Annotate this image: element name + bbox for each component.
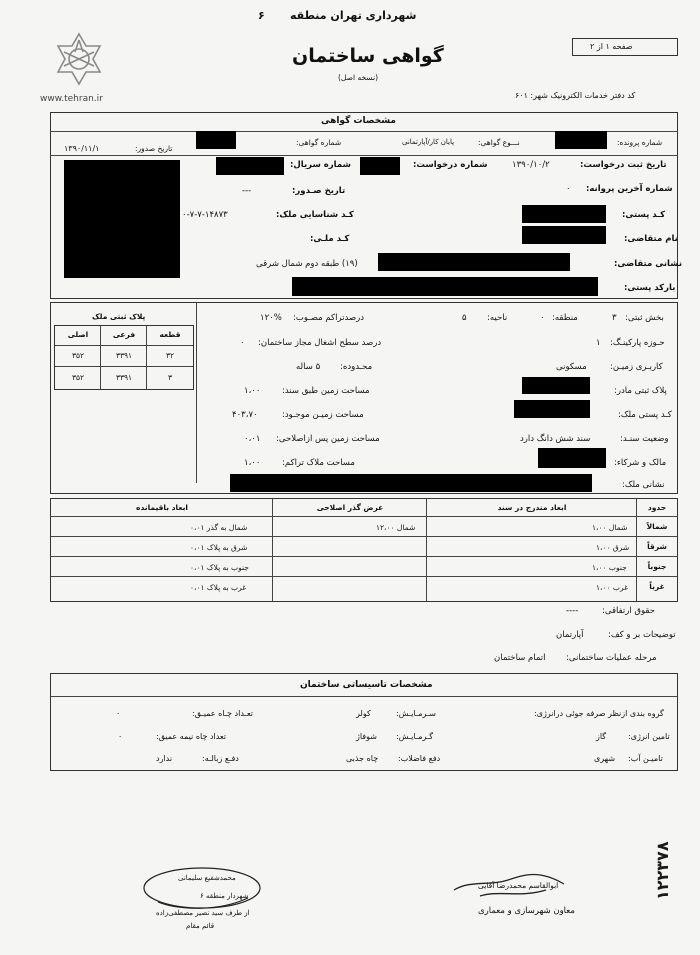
issue-date-value: ۱۳۹۰/۱۱/۱ xyxy=(64,144,100,153)
landuse-value: مسکونی xyxy=(556,362,587,372)
plaque-col-piece: قطعه xyxy=(159,330,181,339)
cooling-label: سـرمـایـش: xyxy=(396,709,436,718)
applicant-address-value: (۱۹) طبقه دوم شمال شرقی xyxy=(256,259,358,269)
water-supply-label: تامیـن آب: xyxy=(628,754,663,763)
certificate-type-value: پایان کار/آپارتمانی xyxy=(402,138,455,146)
page-number: صفحه ۱ از ۲ xyxy=(590,42,633,51)
plaque-col-sub: فرعی xyxy=(112,330,136,339)
national-code-label: کـد ملـی: xyxy=(310,234,350,244)
redacted-request-number xyxy=(360,157,400,175)
district-value: ۳ xyxy=(612,313,617,323)
issue-date2-label: تاریخ صـدور: xyxy=(292,186,346,196)
redacted-property-postal xyxy=(514,400,590,418)
energy-supply-label: تامین انرژی: xyxy=(628,732,670,741)
issue-date2-value: --- xyxy=(242,186,252,196)
left-signer-name: محمدشفیع سلیمانی xyxy=(178,874,236,882)
area-value: ۵ xyxy=(462,313,467,323)
property-address-label: نشانی ملک: xyxy=(622,480,665,490)
bounds-header: ابعاد مندرج در سند xyxy=(497,503,567,512)
document-title: گواهی ساختمان xyxy=(292,45,444,67)
bounds-table xyxy=(50,498,678,602)
corrected-area-value: ۰،۰۱ xyxy=(244,434,261,444)
redacted-mother-plaque xyxy=(522,377,590,394)
plaque-col-main: اصلی xyxy=(67,330,89,339)
deep-well-label: تعـداد چـاه عمیـق: xyxy=(192,709,253,718)
existing-area-label: مساحت زمیـن موجـود: xyxy=(282,410,364,420)
property-id-value: ۰-۷-۷-۱۴۸۷۳ xyxy=(182,210,228,220)
divider xyxy=(196,303,197,483)
registration-date-value: ۱۳۹۰/۱۰/۲ xyxy=(512,160,550,170)
plaque-cell: ۳ xyxy=(167,373,173,382)
municipality-title: شهرداری تهران منطقه xyxy=(290,9,417,22)
easement-label: حقوق ارتفاقی: xyxy=(602,606,655,616)
website-text: www.tehran.ir xyxy=(40,94,103,104)
redacted-owner xyxy=(538,448,606,468)
density-area-value: ۱،۰۰ xyxy=(244,458,261,468)
semi-deep-well-value: ۰ xyxy=(118,732,123,741)
zone-value: ۰ xyxy=(540,313,545,323)
heating-label: گـرمـایـش: xyxy=(396,732,434,741)
redacted-postal-barcode xyxy=(292,277,598,296)
water-supply-value: شهری xyxy=(594,754,616,763)
construction-stage-value: اتمام ساختمان xyxy=(494,653,546,663)
divider xyxy=(51,516,677,517)
landuse-label: کاربـری زمیـن: xyxy=(610,362,663,372)
mother-plaque-label: پلاک ثبتی مادر: xyxy=(614,386,667,396)
right-signer-title: معاون شهرسازی و معماری xyxy=(478,906,575,916)
energy-supply-value: گاز xyxy=(596,732,607,741)
redacted-serial-number xyxy=(216,157,284,175)
bounds-header: عرض گذر اصلاحی xyxy=(316,503,384,512)
density-value: ۱۲۰% xyxy=(260,313,282,323)
district-label: بخش ثبتی: xyxy=(625,313,664,323)
bounds-doc: غرب ۱،۰۰ xyxy=(596,583,629,592)
tehran-logo-icon xyxy=(50,28,108,90)
divider xyxy=(51,696,677,697)
serial-number-label: شماره سریال: xyxy=(290,160,351,170)
density-label: درصدتراکم مصـوب: xyxy=(293,313,365,323)
right-signer-name: ابوالقاسم محمدرضا آقایی xyxy=(478,881,559,890)
last-permit-label: شماره آخرین پروانه: xyxy=(586,184,673,194)
zone-label: منطقه: xyxy=(552,313,578,323)
sewage-label: دفع فاضلاب: xyxy=(398,754,441,763)
bounds-remaining: شرق به پلاک ۰،۰۱ xyxy=(190,543,248,552)
description-value: آپارتمان xyxy=(556,630,584,640)
heating-value: شوفاژ xyxy=(356,732,377,741)
bounds-pass: شمال ۱۲،۰۰ xyxy=(376,523,416,532)
divider xyxy=(146,326,147,389)
waste-value: ندارد xyxy=(156,754,173,763)
issue-date-label: تاریخ صدور: xyxy=(135,144,173,153)
left-signer-sub: از طرف سید نصیر مصطفی‌زاده xyxy=(156,909,250,917)
waste-label: دفـع زبالـه: xyxy=(202,754,239,763)
property-id-label: کـد شناسایی ملک: xyxy=(276,210,354,220)
parking-value: ۱ xyxy=(596,338,601,348)
redacted-applicant-address xyxy=(378,253,570,271)
margin-serial-number: ۱۲۲۳۷۸ xyxy=(653,841,672,900)
divider xyxy=(55,345,193,346)
certificate-section-title: مشخصات گواهی xyxy=(321,116,396,126)
office-code: کد دفتر خدمات الکترونیک شهر: ۶۰۱ xyxy=(515,91,636,100)
facilities-title: مشخصات تاسیساتی ساختمان xyxy=(300,680,433,690)
divider xyxy=(636,499,637,601)
divider xyxy=(55,366,193,367)
applicant-address-label: نشانی متقاضی: xyxy=(614,259,683,269)
occupancy-value: ۰ xyxy=(240,338,245,348)
bounds-direction: غرباً xyxy=(649,582,665,591)
divider xyxy=(272,499,273,601)
bounds-doc: جنوب ۱،۰۰ xyxy=(592,563,627,572)
file-number-label: شماره پرونده: xyxy=(617,138,663,147)
corrected-area-label: مساحت زمین پس ازاصلاحی: xyxy=(276,434,380,444)
divider xyxy=(51,576,677,577)
redacted-file-number xyxy=(555,131,607,149)
document-subtitle: (نسخه اصل) xyxy=(338,73,379,82)
limit-label: محـدوده: xyxy=(340,362,373,372)
redacted-postal-code xyxy=(522,205,606,223)
plaque-table-title: پلاک ثبتی ملک xyxy=(92,312,146,321)
doc-area-label: مساحت زمین طبق سند: xyxy=(282,386,370,396)
plaque-cell: ۳۳۹۱ xyxy=(115,351,133,360)
certificate-type-label: نـــوع گواهی: xyxy=(478,138,520,147)
energy-group-label: گروه بندی ازنظر صرفه جوئی درانرژی: xyxy=(534,709,664,718)
bounds-remaining: شمال به گذر ۰،۰۱ xyxy=(190,523,248,532)
area-label: ناحیه: xyxy=(487,313,508,323)
plaque-cell: ۳۳۹۱ xyxy=(115,373,133,382)
owner-label: مالک و شرکاء: xyxy=(614,458,667,468)
easement-value: ---- xyxy=(566,606,579,616)
left-signer-title: شهردار منطقه ۶ xyxy=(200,892,249,900)
description-label: توضیحات بر و کف: xyxy=(608,630,676,640)
last-permit-value: ۰ xyxy=(566,184,571,194)
bounds-doc: شرق ۱،۰۰ xyxy=(596,543,630,552)
bounds-header: ابعاد باقیمانده xyxy=(136,503,188,512)
bounds-direction: جنوباً xyxy=(647,562,667,571)
redacted-applicant-name xyxy=(522,226,606,244)
bounds-direction: شمالاً xyxy=(646,522,668,531)
divider xyxy=(51,155,677,156)
bounds-direction: شرقاً xyxy=(647,542,667,551)
bounds-remaining: جنوب به پلاک ۰،۰۱ xyxy=(190,563,249,572)
redacted-property-address xyxy=(230,474,592,492)
bounds-doc: شمال ۱،۰۰ xyxy=(592,523,628,532)
bounds-header: حدود xyxy=(647,503,667,512)
plaque-cell: ۳۲ xyxy=(165,351,175,360)
certificate-number-label: شماره گواهی: xyxy=(296,138,342,147)
existing-area-value: ۴۰۳،۷۰ xyxy=(232,410,258,420)
limit-value: ۵ ساله xyxy=(296,362,321,372)
doc-area-value: ۱،۰۰ xyxy=(244,386,261,396)
deep-well-value: ۰ xyxy=(116,709,121,718)
divider xyxy=(426,499,427,601)
sewage-value: چاه جذبی xyxy=(346,754,379,763)
request-number-label: شماره درخواست: xyxy=(413,160,488,170)
registration-date-label: تاریخ ثبت درخواست: xyxy=(580,160,667,170)
cooling-value: کولر xyxy=(356,709,371,718)
postal-barcode-label: بارکد پستی: xyxy=(624,283,676,293)
divider xyxy=(51,556,677,557)
occupancy-label: درصد سطح اشغال مجاز ساختمان: xyxy=(258,338,382,348)
property-postal-label: کـد پستی ملک: xyxy=(618,410,672,420)
divider xyxy=(100,326,101,389)
region-number: ۶ xyxy=(258,9,265,22)
plaque-cell: ۳۵۲ xyxy=(71,373,85,382)
density-area-label: مساحت ملاک تراکم: xyxy=(282,458,355,468)
doc-status-label: وضعیت سنـد: xyxy=(620,434,669,444)
left-signer-sub2: قائم مقام xyxy=(186,922,215,930)
redacted-certificate-number xyxy=(196,131,236,149)
semi-deep-well-label: تعداد چاه نیمه عمیق: xyxy=(156,732,227,741)
bounds-remaining: غرب به پلاک ۰،۰۱ xyxy=(190,583,247,592)
postal-code-label: کـد پستی: xyxy=(622,210,666,220)
doc-status-value: سند شش دانگ دارد xyxy=(520,434,591,444)
divider xyxy=(51,536,677,537)
redacted-photo xyxy=(64,160,180,278)
applicant-name-label: نام متقاضی: xyxy=(624,234,678,244)
parking-label: حـوزه پارکینـگ: xyxy=(610,338,665,348)
construction-stage-label: مرحله عملیات ساختمانی: xyxy=(566,653,657,663)
plaque-cell: ۳۵۲ xyxy=(71,351,85,360)
